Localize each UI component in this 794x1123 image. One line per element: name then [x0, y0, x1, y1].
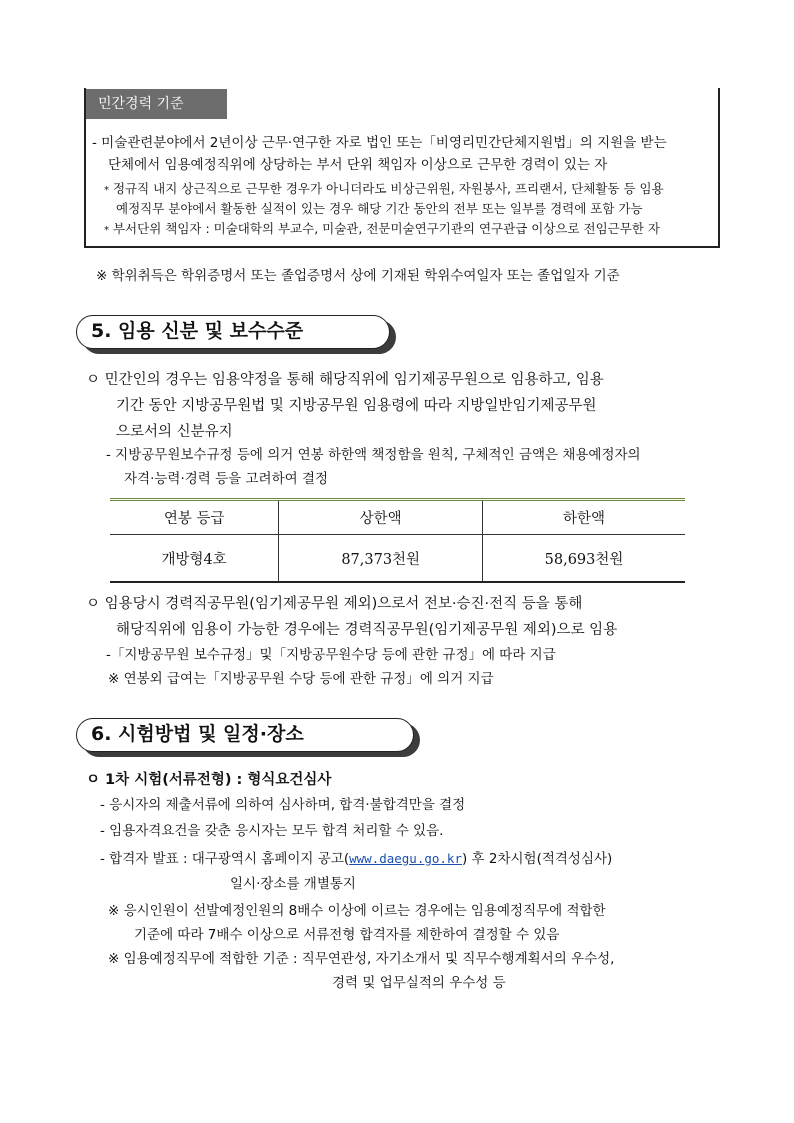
- table-cell: 개방형4호: [110, 535, 279, 583]
- daegu-homepage-link[interactable]: www.daegu.go.kr: [349, 851, 462, 866]
- paragraph-line: ㅇ 임용당시 경력직공무원(임기제공무원 제외)으로서 전보·승진·전직 등을 통해: [86, 596, 583, 612]
- table-header-row: [110, 500, 685, 535]
- degree-note: ※ 학위취득은 학위증명서 또는 졸업증명서 상에 기재된 학위수여일자 또는 졸업일자 기준: [96, 268, 620, 284]
- note-line: ※ 응시인원이 선발예정인원의 8배수 이상에 이르는 경우에는 임용예정직무에 적합한: [108, 903, 606, 919]
- career-note: * 정규직 내지 상근직으로 근무한 경우가 아니더라도 비상근위원, 자원봉사, 프리랜서, 단체활동 등 임용: [104, 181, 664, 196]
- sub-line: - 임용자격요건을 갖춘 응시자는 모두 합격 처리할 수 있음.: [100, 823, 444, 839]
- paragraph-line: 해당직위에 임용이 가능한 경우에는 경력직공무원(임기제공무원 제외)으로 임용: [116, 622, 618, 638]
- note-line: ※ 임용예정직무에 적합한 기준 : 직무연관성, 자기소개서 및 직무수행계획서의 우수성,: [108, 951, 615, 967]
- sub-line: 일시·장소를 개별통지: [230, 876, 356, 892]
- salary-table: [110, 498, 685, 583]
- table-row: [110, 535, 685, 583]
- sub-line: - 합격자 발표 : 대구광역시 홈페이지 공고(www.daegu.go.kr) 후 2차시험(적격성심사): [100, 851, 613, 867]
- section-5-title: 5. 임용 신분 및 보수수준: [76, 315, 390, 349]
- sub-line: -「지방공무원 보수규정」및「지방공무원수당 등에 관한 규정」에 따라 지급: [106, 647, 556, 663]
- table-header: 하한액: [483, 500, 685, 535]
- table-cell: 87,373천원: [279, 535, 483, 583]
- sub-line: - 응시자의 제출서류에 의하여 심사하며, 합격·불합격만을 결정: [100, 797, 466, 813]
- sub-line: - 지방공무원보수규정 등에 의거 연봉 하한액 책정함을 원칙, 구체적인 금액은 채용예정자의: [106, 447, 641, 463]
- sub-line: ※ 연봉외 급여는「지방공무원 수당 등에 관한 규정」에 의거 지급: [108, 671, 494, 687]
- note-line: 경력 및 업무실적의 우수성 등: [332, 975, 506, 991]
- career-criteria-label: 민간경력 기준: [86, 89, 227, 119]
- subsection-heading: ㅇ 1차 시험(서류전형) : 형식요건심사: [86, 772, 332, 788]
- note-bullet-icon: *: [104, 225, 109, 236]
- note-line: 기준에 따라 7배수 이상으로 서류전형 합격자를 제한하여 결정할 수 있음: [134, 927, 560, 943]
- paragraph-line: 으로서의 신분유지: [116, 424, 233, 440]
- table-cell: 58,693천원: [483, 535, 685, 583]
- section-6-title: 6. 시험방법 및 일정·장소: [76, 718, 414, 752]
- table-header: 상한액: [279, 500, 483, 535]
- sub-line: 자격·능력·경력 등을 고려하여 결정: [124, 471, 329, 487]
- career-criteria-line: 단체에서 임용예정직위에 상당하는 부서 단위 책임자 이상으로 근무한 경력이 있는 자: [108, 157, 608, 173]
- paragraph-line: 기간 동안 지방공무원법 및 지방공무원 임용령에 따라 지방일반임기제공무원: [116, 398, 597, 414]
- note-bullet-icon: *: [104, 185, 109, 196]
- career-criteria-line: - 미술관련분야에서 2년이상 근무·연구한 자로 법인 또는「비영리민간단체지원법」의 지원을 받는: [92, 135, 667, 151]
- career-note-cont: 예정직무 분야에서 활동한 실적이 있는 경우 해당 기간 동안의 전부 또는 일부를 경력에 포함 가능: [116, 201, 643, 216]
- table-header: 연봉 등급: [110, 500, 279, 535]
- paragraph-line: ㅇ 민간인의 경우는 임용약정을 통해 해당직위에 임기제공무원으로 임용하고, 임용: [86, 372, 604, 388]
- career-note: * 부서단위 책임자 : 미술대학의 부교수, 미술관, 전문미술연구기관의 연구관급 이상으로 전임근무한 자: [104, 221, 660, 236]
